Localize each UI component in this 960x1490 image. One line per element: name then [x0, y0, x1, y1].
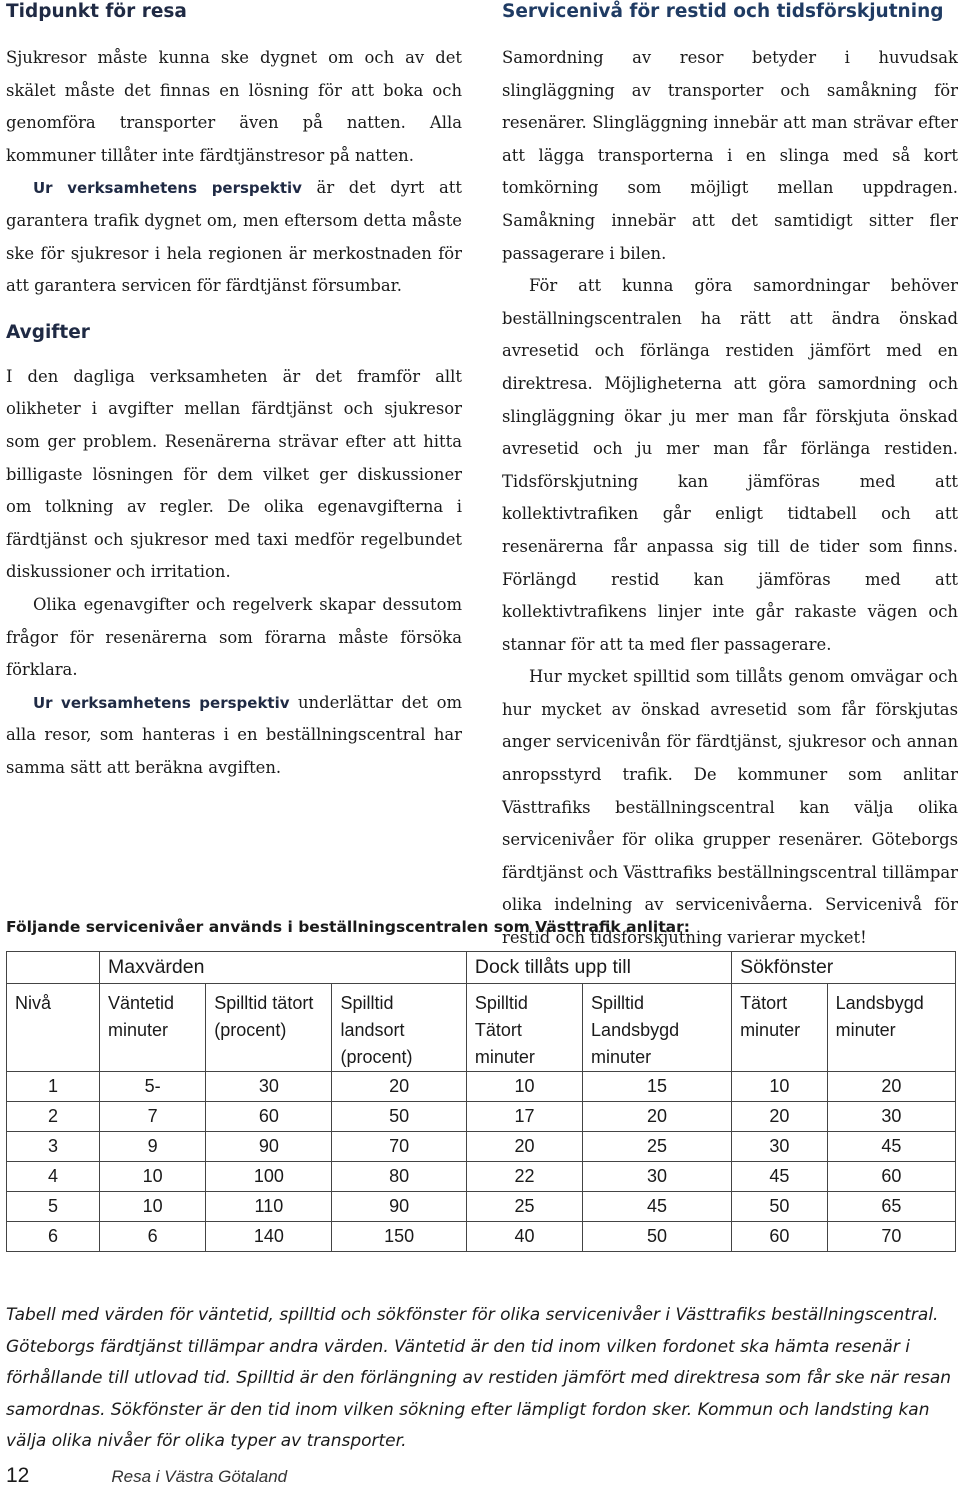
paragraph-text: Hur mycket spilltid som tillåts genom omvägar och hur mycket av önskad avresetid som får förskjutas anger servicenivån för färdtjänst, sjukresor och annan anropsstyrd trafik. De kommuner som anlitar Västtrafiks beställningscentral kan välja olika servicenivåer för olika grupper resenärer. Göteborgs färdtjänst och Västtrafiks beställningscentral tillämpar olika indelning av servicenivåerna. Servicenivå för restid och tidsförskjutning varierar mycket!: [502, 667, 958, 948]
table-heading: Följande servicenivåer används i beställningscentralen som Västtrafik anlitar:: [6, 918, 690, 936]
paragraph: [6, 172, 462, 302]
table-cell: 20: [732, 1102, 828, 1132]
table-caption: Tabell med värden för väntetid, spilltid och sökfönster för olika servicenivåer i Västtrafiks beställningscentral. Göteborgs färdtjänst tillämpar andra värden. Väntetid är den tid inom vilken fordonet ska hämta resenär i förhållande till utlovad tid. Spilltid är den förlängning av restiden jämfört med direktresa som får ske när resan samordnas. Sökfönster är den tid inom vilken sökning efter lämpligt fordon sker. Kommun och landsting kan välja olika nivåer för olika typer av transporter.: [6, 1305, 952, 1451]
table-cell: 90: [206, 1132, 332, 1162]
lead-in: Ur verksamhetens perspektiv: [33, 693, 290, 712]
table-cell: 4: [7, 1162, 100, 1192]
table-cell: 22: [466, 1162, 582, 1192]
table-cell: 60: [206, 1102, 332, 1132]
table-cell: 3: [7, 1132, 100, 1162]
table-cell: 10: [100, 1162, 206, 1192]
paragraph: [502, 661, 958, 954]
column-header: Spilltid Landsbygd minuter: [583, 984, 732, 1072]
section-heading-servicenivå: Servicenivå för restid och tidsförskjutning: [502, 1, 944, 22]
section-heading-avgifter: Avgifter: [6, 321, 90, 343]
table-cell: 70: [332, 1132, 466, 1162]
table-cell: 10: [466, 1072, 582, 1102]
table-cell: 30: [732, 1132, 828, 1162]
paragraph-text: För att kunna göra samordningar behöver beställningscentralen ha rätt att ändra önskad avresetid och förlänga restiden jämfört med en direktresa. Möjligheterna att göra samordning och slingläggning ökar ju mer man får förskjuta önskad avresetid och ju mer man får förlänga restiden. Tidsförskjutning kan jämföras med att kollektivtrafiken går enligt tidtabell och att resenärerna får anpassa sig till de tider som finns. Förlängd restid kan jämföras med att kollektivtrafikens linjer inte går rakaste vägen och stannar för att ta med fler passagerare.: [502, 276, 958, 654]
table-cell: 1: [7, 1072, 100, 1102]
table-cell: 60: [827, 1162, 955, 1192]
table-row: [7, 1102, 956, 1132]
paragraph: [502, 42, 958, 270]
table-cell: 40: [466, 1222, 582, 1252]
table-cell: 50: [732, 1192, 828, 1222]
table-cell: 2: [7, 1102, 100, 1132]
table-cell: 150: [332, 1222, 466, 1252]
table-cell: 6: [100, 1222, 206, 1252]
table-cell: 10: [100, 1192, 206, 1222]
paragraph-text: Samordning av resor betyder i huvudsak slingläggning av transporter och samåkning för resenärer. Slingläggning innebär att man strävar efter att lägga transporterna i en slinga med så kort tomkörning som möjligt mellan uppdragen. Samåkning innebär att det samtidigt sitter fler passagerare i bilen.: [502, 48, 958, 263]
table-cell: 7: [100, 1102, 206, 1132]
section-heading-tidpunkt: Tidpunkt för resa: [6, 1, 187, 22]
column-header: Nivå: [7, 984, 100, 1072]
table-cell: 45: [827, 1132, 955, 1162]
table-cell: 50: [332, 1102, 466, 1132]
table-cell: 5-: [100, 1072, 206, 1102]
group-header-sokfonster: Sökfönster: [732, 952, 956, 984]
table-cell: 110: [206, 1192, 332, 1222]
left-column: [6, 0, 462, 784]
table-cell: 17: [466, 1102, 582, 1132]
table-cell: 20: [332, 1072, 466, 1102]
table-cell: 45: [732, 1162, 828, 1192]
paragraph-text: Sjukresor måste kunna ske dygnet om och av det skälet måste det finnas en lösning för att boka och genomföra transporter även på natten. Alla kommuner tillåter inte färdtjänstresor på natten.: [6, 48, 462, 165]
column-header: Landsbygd minuter: [827, 984, 955, 1072]
table-cell: 70: [827, 1222, 955, 1252]
paragraph: [6, 589, 462, 687]
table-cell: 25: [583, 1132, 732, 1162]
page-footer: [6, 1464, 287, 1488]
group-header-maxvarden: Maxvärden: [100, 952, 467, 984]
table-cell: 65: [827, 1192, 955, 1222]
table-cell: 6: [7, 1222, 100, 1252]
paragraph-text: I den dagliga verksamheten är det framför allt olikheter i avgifter mellan färdtjänst och sjukresor som ger problem. Resenärerna strävar efter att hitta billigaste lösningen för dem vilket ger diskussioner om tolkning av regler. De olika egenavgifterna i färdtjänst och sjukresor med taxi medför regelbundet diskussioner och irritation.: [6, 366, 462, 582]
lead-in: Ur verksamhetens perspektiv: [33, 179, 302, 198]
column-header: Spilltid Tätort minuter: [466, 984, 582, 1072]
table-row: [7, 1162, 956, 1192]
table-cell: 9: [100, 1132, 206, 1162]
table-cell: 90: [332, 1192, 466, 1222]
table-row: [7, 1132, 956, 1162]
paragraph: [6, 361, 462, 589]
table-cell: 30: [827, 1102, 955, 1132]
paragraph: [6, 687, 462, 785]
table-cell: 20: [466, 1132, 582, 1162]
table-row: [7, 1222, 956, 1252]
page-number: 12: [6, 1464, 30, 1487]
column-header: Spilltid tätort (procent): [206, 984, 332, 1072]
paragraph-text: är det dyrt att garantera trafik dygnet om, men eftersom detta måste ske för sjukresor i hela regionen är merkostnaden för att garantera servicen för färdtjänst försumbar.: [6, 178, 462, 296]
paragraph: [6, 42, 462, 172]
service-level-table: [6, 951, 956, 1252]
table-cell: 30: [206, 1072, 332, 1102]
table-cell: 60: [732, 1222, 828, 1252]
table-cell: 140: [206, 1222, 332, 1252]
group-header-dock: Dock tillåts upp till: [466, 952, 731, 984]
table-cell: 30: [583, 1162, 732, 1192]
paragraph-text: Olika egenavgifter och regelverk skapar dessutom frågor för resenärerna som förarna måste försöka förklara.: [6, 594, 462, 680]
right-column: [502, 0, 958, 955]
table-cell: 50: [583, 1222, 732, 1252]
column-header: Spilltid landsort (procent): [332, 984, 466, 1072]
table-cell: 20: [583, 1102, 732, 1132]
paragraph: [502, 270, 958, 661]
table-cell: 20: [827, 1072, 955, 1102]
table-cell: 45: [583, 1192, 732, 1222]
table-cell: 10: [732, 1072, 828, 1102]
table-row: [7, 1192, 956, 1222]
table-cell: 100: [206, 1162, 332, 1192]
table-cell: 15: [583, 1072, 732, 1102]
table-cell: 5: [7, 1192, 100, 1222]
group-header-empty: [7, 952, 100, 984]
table-cell: 80: [332, 1162, 466, 1192]
publication-title: Resa i Västra Götaland: [111, 1467, 288, 1486]
column-header: Tätort minuter: [732, 984, 828, 1072]
table-cell: 25: [466, 1192, 582, 1222]
paragraph-text: underlättar det om alla resor, som hanteras i en beställningscentral har samma sätt att beräkna avgiften.: [6, 692, 462, 777]
column-header: Väntetid minuter: [100, 984, 206, 1072]
table-row: [7, 1072, 956, 1102]
